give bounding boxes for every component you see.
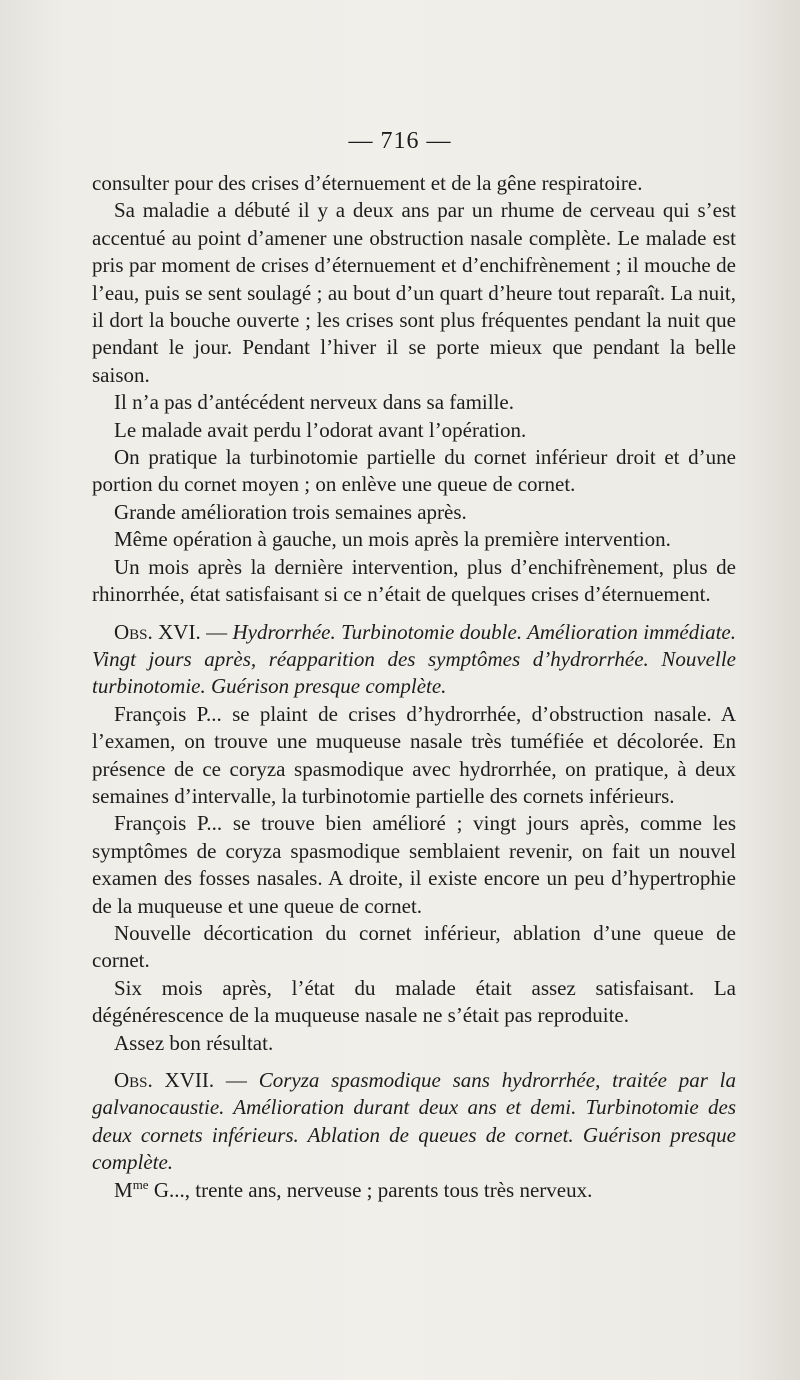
observation-heading-xvii [92,1067,736,1177]
observation-dash: — [200,619,233,644]
paragraph: Sa maladie a débuté il y a deux ans par un rhume de cerveau qui s’est accentué au point d’amener une obstruction nasale complète. Le malade est pris par moment de crises d’éternuement et d’enchifrènement ; il mouche de l’eau, puis se sent soulagé ; au bout d’un quart d’heure tout reparaît. La nuit, il dort la bouche ouverte ; les crises sont plus fréquentes pendant la nuit que pendant le jour. Pendant l’hiver il se porte mieux que pendant la belle saison. [92,198,736,387]
observation-label: Obs. XVII. [114,1068,215,1092]
observation-title: Coryza spasmodique sans hydrorrhée, traitée par la galvanocaustie. Amélioration durant deux ans et demi. Turbinotomie des deux cornets inférieurs. Ablation de queues de cornet. Guérison presque complète. [92,1068,736,1175]
paragraph: consulter pour des crises d’éternuement et de la gêne respiratoire. [92,171,643,195]
paragraph: Six mois après, l’état du malade était assez satisfaisant. La dégénérescence de la muqueuse nasale ne s’était pas reproduite. [92,975,736,1028]
paragraph [92,1177,736,1204]
paragraph: François P... se plaint de crises d’hydrorrhée, d’obstruction nasale. A l’examen, on trouve une muqueuse nasale très tuméfiée et décolorée. En présence de ce coryza spasmodique avec hydrorrhée, on pratique, à deux semaines d’intervalle, la turbinotomie partielle des cornets inférieurs. [92,701,736,808]
paragraph: Grande amélioration trois semaines après. [114,499,467,524]
paragraph: Assez bon résultat. [114,1030,274,1055]
paragraph-text: G..., trente ans, nerveuse ; parents tous très nerveux. [148,1177,593,1202]
body-text [92,170,736,1204]
paragraph: Il n’a pas d’antécédent nerveux dans sa famille. [114,390,514,415]
paragraph: Le malade avait perdu l’odorat avant l’opération. [114,417,527,442]
paragraph: Nouvelle décortication du cornet inférieur, ablation d’une queue de cornet. [92,920,736,973]
paragraph: Même opération à gauche, un mois après la première intervention. [114,527,671,552]
title-abbrev: M [114,1177,133,1202]
observation-label: Obs. XVI. [114,619,201,644]
paragraph: On pratique la turbinotomie partielle du cornet inférieur droit et d’une portion du cornet moyen ; on enlève une queue de cornet. [92,445,736,497]
paragraph: François P... se trouve bien amélioré ; vingt jours après, comme les symptômes de coryza spasmodique semblaient revenir, on fait un nouvel examen des fosses nasales. A droite, il existe encore un peu d’hypertrophie de la muqueuse et une queue de cornet. [92,811,736,918]
observation-title: Hydrorrhée. Turbinotomie double. Amélioration immédiate. Vingt jours après, réapparition des symptômes d’hydrorrhée. Nouvelle turbinotomie. Guérison presque complète. [92,619,736,699]
title-abbrev-superscript: me [132,1176,149,1192]
observation-heading-xvi [92,619,736,701]
page-number: — 716 — [348,128,452,154]
paragraph: Un mois après la dernière intervention, plus d’enchifrènement, plus de rhinorrhée, état satisfaisant si ce n’était de quelques crises d’éternuement. [92,554,736,607]
observation-dash: — [214,1068,259,1092]
